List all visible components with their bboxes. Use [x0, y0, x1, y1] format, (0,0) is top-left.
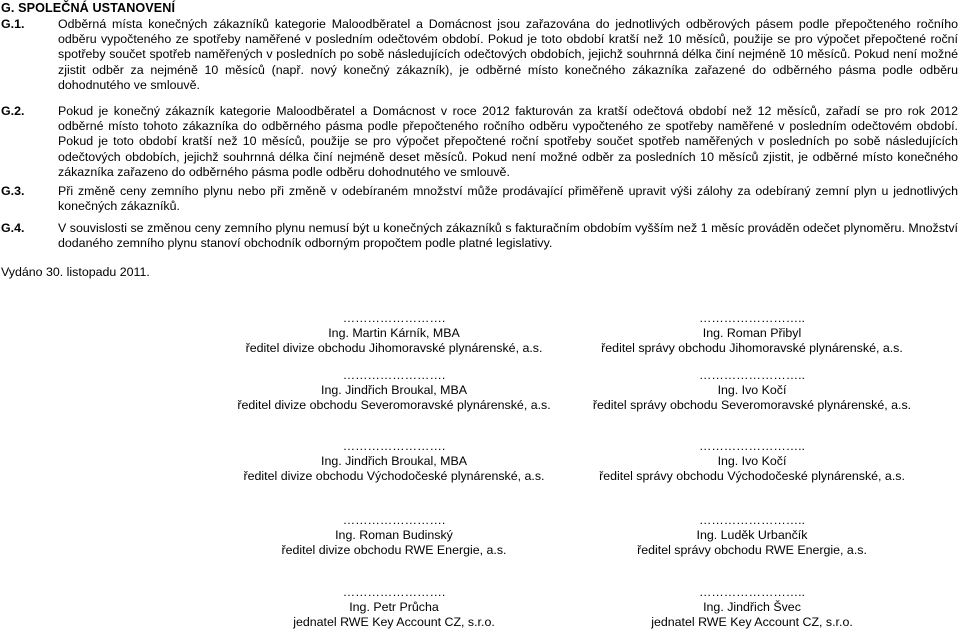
signature-line: …………………….. [698, 368, 805, 382]
signatory-name: Ing. Luděk Urbančík [696, 528, 808, 543]
signature-line: …………………….. [698, 585, 805, 599]
paragraph-number: G.2. [1, 104, 25, 118]
signature-block [194, 439, 594, 485]
signature-line: ……………………. [342, 439, 446, 453]
paragraph-text: Odběrná místa konečných zákazníků kategorie Maloodběratel a Domácnost jsou zařazována do jednotlivých odběrových pásem podle přepočteného ročního odběru vypočteného ze spotřeby naměřené v posledním odečtovém období. Pokud je toto období kratší než 10 měsíců, použije se pro výpočet přepočtené roční spotřeby součet spotřeb naměřených v posledních po sobě následujících odečtových obdobích, jejichž souhrnná délka činí nejméně 10 měsíců. Pokud není možné zjistit odběr za nejméně 10 měsíců (např. nový konečný zákazník), je odběrné místo konečného zákazníka zařazené do odběrného pásma podle odběru dohodnutého ve smlouvě. [58, 17, 958, 92]
signature-line: …………………….. [698, 311, 805, 325]
signatory-name: Ing. Martin Kárník, MBA [328, 326, 460, 341]
signature-block [194, 368, 594, 414]
signatory-title: ředitel divize obchodu RWE Energie, a.s. [281, 543, 507, 558]
signature-line: …………………….. [698, 439, 805, 453]
signature-block [552, 311, 952, 357]
signatory-name: Ing. Roman Přibyl [702, 326, 802, 341]
signature-block [552, 513, 952, 559]
signature-block [552, 439, 952, 485]
signature-line: ……………………. [342, 513, 446, 527]
signatory-title: jednatel RWE Key Account CZ, s.r.o. [651, 615, 853, 630]
signature-line: ……………………. [342, 368, 446, 382]
paragraph-text: Při změně ceny zemního plynu nebo při změně v odebíraném množství může prodávající přiměřeně upravit výši zálohy za odebíraný zemní plyn u jednotlivých konečných zákazníků. [58, 184, 958, 214]
signature-block [552, 368, 952, 414]
signature-block [194, 585, 594, 631]
signature-block [194, 513, 594, 559]
paragraph-text: Pokud je konečný zákazník kategorie Maloodběratel a Domácnost v roce 2012 fakturován za kratší odečtová období než 12 měsíců, zařadí se pro rok 2012 odběrné místo tohoto zákazníka do odběrného pásma podle přepočteného ročního odběru vypočteného ze spotřeby naměřené v posledním odečtovém období. Pokud je toto období kratší než 10 měsíců, použije se pro výpočet přepočtené roční spotřeby součet spotřeb naměřených v posledních po sobě následujících odečtových obdobích, jejichž souhrnná délka činí nejméně deset měsíců. Pokud není možné odběr za posledních 10 měsíců zjistit, je odběrné místo konečného zákazníka zařazeno do odběrného pásma podle odběru dohodnutého ve smlouvě. [58, 104, 958, 179]
signature-line: …………………….. [698, 513, 805, 527]
section-heading: G. SPOLEČNÁ USTANOVENÍ [1, 1, 176, 15]
signatory-title: ředitel správy obchodu Severomoravské plynárenské, a.s. [592, 398, 912, 413]
paragraph-number: G.3. [1, 184, 25, 198]
signatory-title: ředitel divize obchodu Severomoravské plynárenské, a.s. [237, 398, 551, 413]
signatory-name: Ing. Ivo Kočí [717, 383, 787, 398]
paragraph-text: V souvislosti se změnou ceny zemního plynu nemusí být u konečných zákazníků s fakturačním obdobím vyšším než 1 měsíc prováděn odečet plynoměru. Množství dodaného zemního plynu stanoví obchodník odborným propočtem podle platné legislativy. [58, 221, 958, 251]
signatory-name: Ing. Jindřich Broukal, MBA [321, 383, 467, 398]
signatory-title: ředitel správy obchodu Jihomoravské plynárenské, a.s. [601, 341, 903, 356]
signatory-title: ředitel divize obchodu Východočeské plynárenské, a.s. [243, 469, 545, 484]
signatory-name: Ing. Petr Průcha [349, 600, 439, 615]
signature-block [552, 585, 952, 631]
issue-date: Vydáno 30. listopadu 2011. [1, 265, 150, 279]
signature-line: ……………………. [342, 585, 446, 599]
signature-line: ……………………. [342, 311, 446, 325]
signatory-name: Ing. Jindřich Švec [703, 600, 801, 615]
signatory-name: Ing. Jindřich Broukal, MBA [321, 454, 467, 469]
signatory-name: Ing. Roman Budinský [335, 528, 453, 543]
paragraph-number: G.4. [1, 221, 25, 235]
signature-block [194, 311, 594, 357]
paragraph-number: G.1. [1, 17, 25, 31]
signatory-title: ředitel správy obchodu RWE Energie, a.s. [637, 543, 867, 558]
signatory-title: jednatel RWE Key Account CZ, s.r.o. [293, 615, 495, 630]
signatory-title: ředitel divize obchodu Jihomoravské plynárenské, a.s. [245, 341, 543, 356]
signatory-name: Ing. Ivo Kočí [717, 454, 787, 469]
signatory-title: ředitel správy obchodu Východočeské plynárenské, a.s. [599, 469, 905, 484]
